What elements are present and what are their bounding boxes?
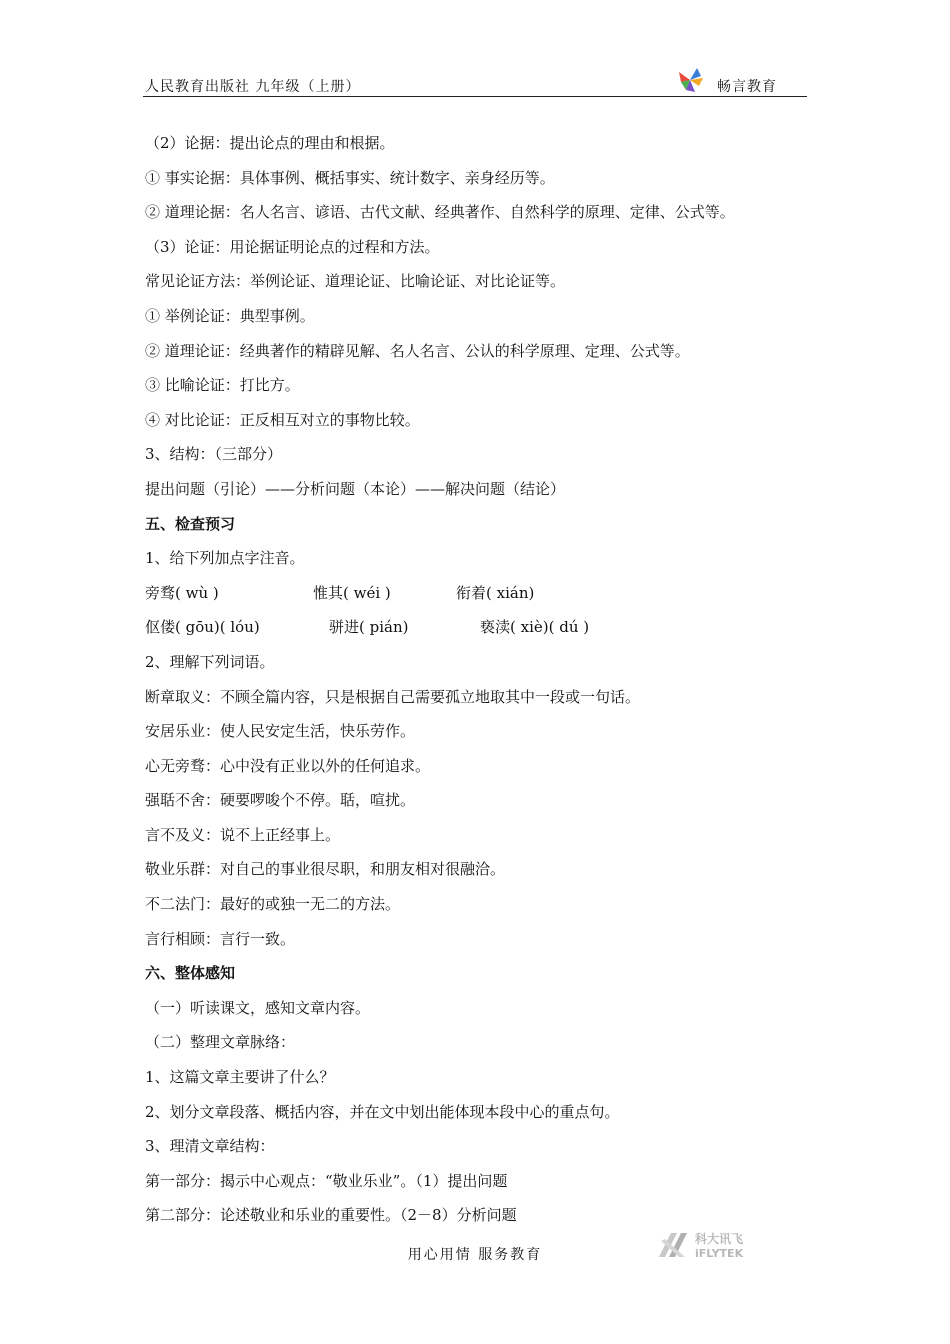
text-line: 断章取义：不顾全篇内容，只是根据自己需要孤立地取其中一段或一句话。 [145,687,641,706]
text-line: ② 道理论据：名人名言、谚语、古代文献、经典著作、自然科学的原理、定律、公式等。 [145,203,735,222]
text-line: ① 举例论证：典型事例。 [145,306,315,325]
text-line: ③ 比喻论证：打比方。 [145,376,300,395]
logo-en-text: iFLYTEK [695,1247,744,1260]
text-line: 1、给下列加点字注音。 [145,549,305,568]
text-line: 3、理清文章结构： [145,1137,275,1156]
text-line: 常见论证方法：举例论证、道理论证、比喻论证、对比论证等。 [145,272,566,291]
text-line: 言不及义：说不上正经事上。 [145,825,341,844]
pinyin-item: 伛偻( gōu)( lóu) [145,618,260,637]
section-heading: 五、检查预习 [145,514,236,533]
pinyin-item: 骈进( pián) [329,618,409,637]
header-brand: 畅言教育 [717,79,777,95]
text-line: 第二部分：论述敬业和乐业的重要性。（2－8）分析问题 [145,1206,517,1225]
header-publisher: 人民教育出版社 九年级（上册） [145,79,361,95]
pinyin-row-2 [145,610,815,645]
pinyin-row-1 [145,576,815,611]
text-line: （2）论据：提出论点的理由和根据。 [145,134,395,152]
page-header [143,72,807,97]
text-line: 第一部分：揭示中心观点：“敬业乐业”。（1）提出问题 [145,1171,508,1190]
text-line: 3、结构：（三部分） [145,445,283,464]
logo-cn-text: 科大讯飞 [695,1232,744,1246]
iflytek-logo-icon [655,1227,765,1263]
text-line: ① 事实论据：具体事例、概括事实、统计数字、亲身经历等。 [145,168,555,187]
text-line: 言行相顾：言行一致。 [145,929,296,948]
text-line: 1、这篇文章主要讲了什么？ [145,1068,335,1087]
pinyin-item: 亵渎( xiè)( dú ) [480,618,590,637]
page-footer: 用心用情 服务教育 [407,1247,543,1263]
text-line: （二）整理文章脉络： [145,1033,296,1052]
changyan-logo-icon [675,66,707,96]
text-line: 2、划分文章段落、概括内容，并在文中划出能体现本段中心的重点句。 [145,1102,620,1121]
text-line: 不二法门：最好的或独一无二的方法。 [145,895,401,914]
text-line: ② 道理论证：经典著作的精辟见解、名人名言、公认的科学原理、定理、公式等。 [145,341,690,360]
text-line: 安居乐业：使人民安定生活，快乐劳作。 [145,722,416,741]
section-heading: 六、整体感知 [145,964,236,983]
text-line: 心无旁骛：心中没有正业以外的任何追求。 [145,756,431,775]
text-line: （3）论证：用论据证明论点的过程和方法。 [145,237,440,256]
text-line: 提出问题（引论）——分析问题（本论）——解决问题（结论） [145,479,566,498]
text-line: （一）听读课文，感知文章内容。 [145,998,371,1017]
text-line: 敬业乐群：对自己的事业很尽职，和朋友相对很融洽。 [145,860,506,879]
text-line: 2、理解下列词语。 [145,652,275,671]
pinyin-item: 惟其( wéi ) [313,583,391,602]
pinyin-item: 旁骛( wù ) [145,583,219,602]
document-body [145,126,815,1233]
text-line: 强聒不舍：硬要啰唆个不停。聒，喧扰。 [145,791,416,810]
text-line: ④ 对比论证：正反相互对立的事物比较。 [145,410,420,429]
pinyin-item: 衔着( xián) [456,583,535,602]
